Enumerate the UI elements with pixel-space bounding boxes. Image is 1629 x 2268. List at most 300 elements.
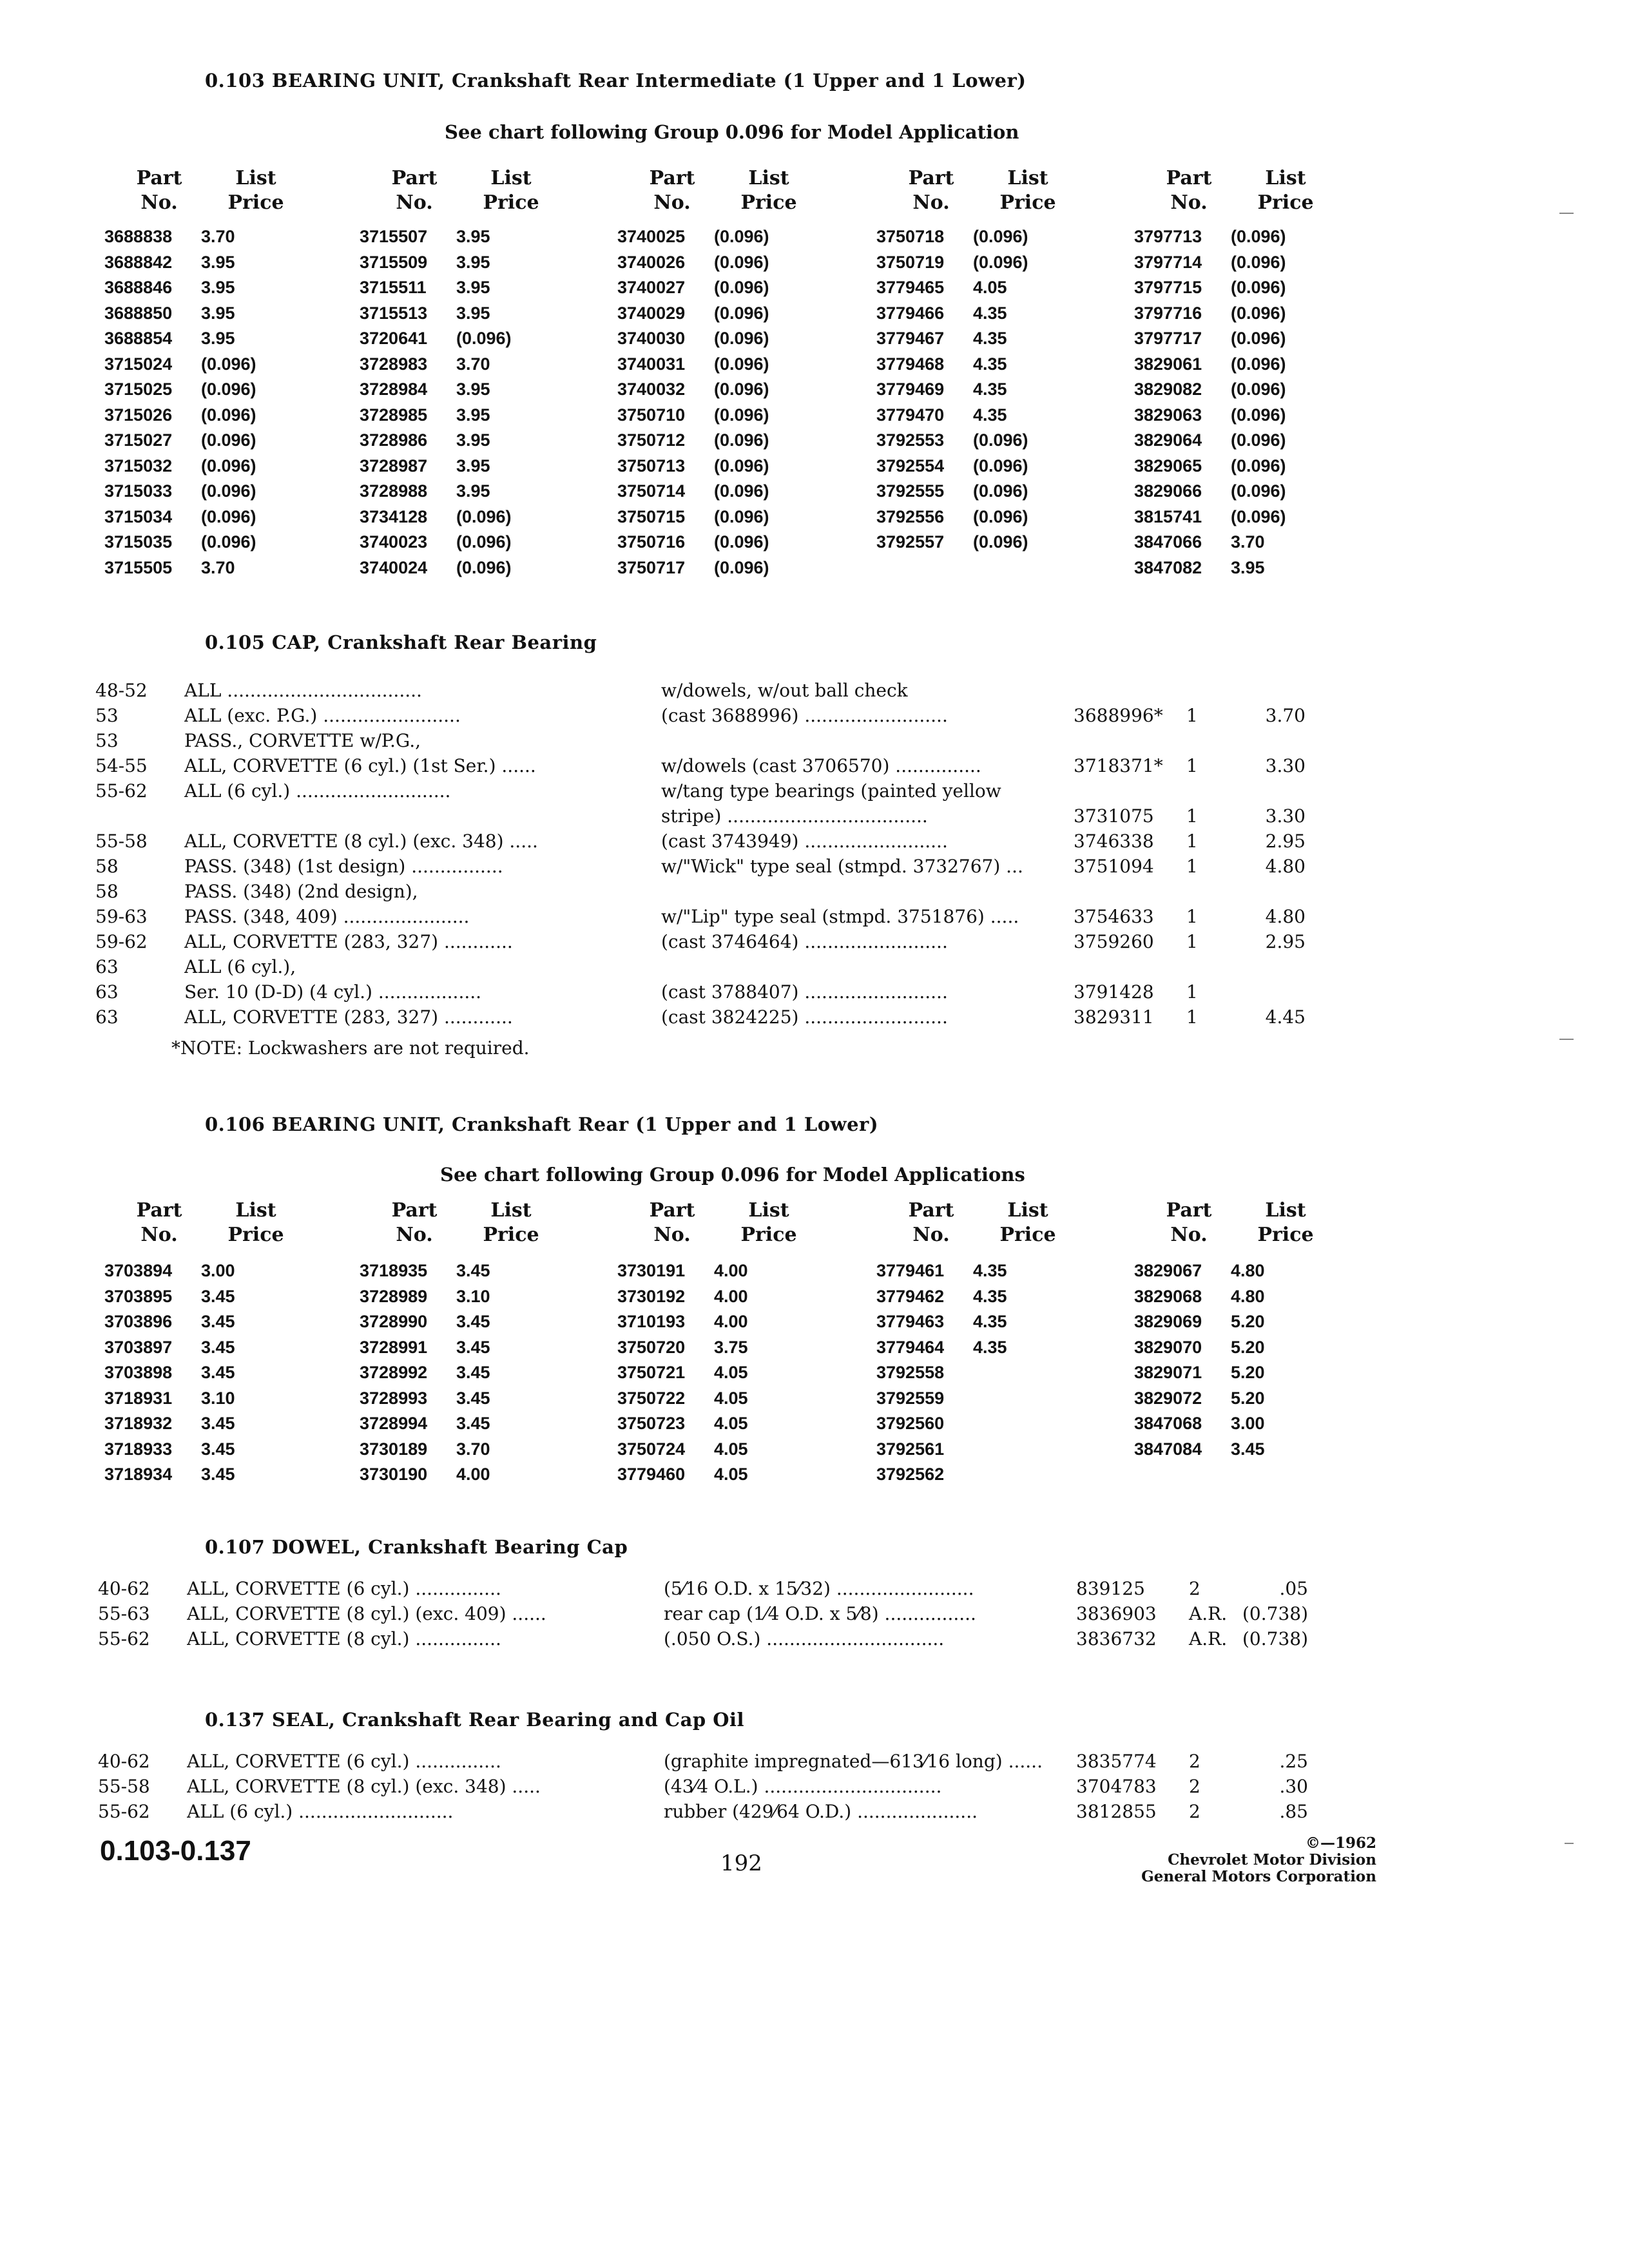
model-application: ALL, CORVETTE (8 cyl.) (exc. 409) ...... [187,1603,546,1624]
part-number: 3715025 [104,380,173,399]
list-price: 4.80 [1265,856,1306,877]
part-number: 3797717 [1134,329,1202,348]
part-number: 3688854 [104,329,173,348]
part-number: 3791428 [1074,981,1154,1003]
part-number: 3734128 [360,506,428,526]
part-number: 3779465 [876,278,945,297]
part-number: 3728984 [360,380,428,399]
list-price: 4.35 [973,1337,1007,1357]
section-107-title: 0.107 DOWEL, Crankshaft Bearing Cap [205,1536,628,1558]
table-row [876,479,1070,505]
part-number [1074,954,1186,979]
list-price: (0.096) [456,506,512,526]
part-number: 3750712 [617,430,686,450]
column-header [360,1198,553,1223]
table-row [1134,224,1327,250]
part-number: 3829061 [1134,354,1202,374]
section-103-title: 0.103 BEARING UNIT, Crankshaft Rear Intermediate (1 Upper and 1 Lower) [205,70,1027,91]
header-part: Part [1166,167,1212,189]
part-description [661,728,1074,753]
list-price: (0.096) [201,380,256,399]
list-price: 3.95 [201,278,235,297]
part-description: w/"Wick" type seal (stmpd. 3732767) ... [661,856,1023,877]
list-price: (0.096) [201,481,256,501]
column-header [1134,166,1327,191]
list-item [95,829,1306,854]
part-number: 3728986 [360,430,428,450]
list-price: 4.35 [973,1286,1007,1306]
list-price: (0.096) [714,532,769,552]
model-application: ALL (6 cyl.) ........................... [187,1801,454,1822]
list-price: (0.096) [1231,456,1286,476]
header-part: Part [908,1199,954,1222]
model-application: ALL (6 cyl.), [184,956,296,977]
part-description: (cast 3788407) ......................... [661,981,948,1003]
part-number: 3847068 [1134,1414,1202,1433]
table-row [876,1437,1070,1463]
part-number: 3829070 [1134,1337,1202,1357]
list-price: (0.096) [714,456,769,476]
part-number: 3797713 [1134,227,1202,246]
part-number: 3740026 [617,252,686,272]
list-price: 4.35 [973,405,1007,425]
model-application: ALL, CORVETTE (6 cyl.) (1st Ser.) ...... [184,755,536,776]
part-description: stripe) ................................... [661,805,928,827]
part-number: 3703896 [104,1312,173,1331]
table-row [876,250,1070,276]
list-price: 5.20 [1231,1388,1265,1408]
table-row [104,555,298,581]
model-years: 55-58 [98,1776,150,1797]
list-item [95,778,1306,803]
table-row [617,1258,811,1284]
list-price: 3.95 [456,456,490,476]
part-number: 3847082 [1134,557,1202,577]
table-row [104,224,298,250]
column-header [1134,1198,1327,1223]
table-row [360,530,553,555]
part-number: 3829066 [1134,481,1202,501]
model-years: 58 [95,881,119,902]
part-number: 3704783 [1076,1776,1157,1797]
model-application: ALL, CORVETTE (283, 327) ............ [184,931,513,952]
list-price: (0.096) [714,303,769,323]
model-years: 63 [95,1006,119,1028]
part-number: 3718933 [104,1439,173,1459]
part-number: 3759260 [1074,931,1154,952]
table-row [104,250,298,276]
model-application: PASS. (348, 409) ...................... [184,906,470,927]
table-row [104,505,298,530]
list-price: .85 [1279,1801,1308,1822]
list-price: 3.45 [201,1363,235,1382]
table-row [360,1462,553,1488]
list-price: 4.05 [714,1363,748,1382]
model-application: ALL, CORVETTE (8 cyl.) (exc. 348) ..... [184,831,538,852]
part-description: (43⁄4 O.L.) ............................... [664,1776,942,1797]
part-number: 3779464 [876,1337,945,1357]
part-number: 3718932 [104,1414,173,1433]
part-number: 3750715 [617,506,686,526]
table-row [617,1411,811,1437]
part-description: (cast 3688996) ......................... [661,705,948,726]
section-137-table [98,1749,1308,1824]
column-header [360,1223,553,1247]
header-no: No. [140,1224,178,1246]
list-item [98,1601,1308,1626]
column-header [876,166,1070,191]
part-number: 3730189 [360,1439,428,1459]
table-row [617,1386,811,1412]
part-number: 3728988 [360,481,428,501]
column-header [104,1198,298,1223]
part-description: w/dowels, w/out ball check [661,680,908,701]
header-no: No. [653,191,691,214]
list-price: (0.096) [714,252,769,272]
model-years: 55-62 [98,1801,150,1822]
header-part: Part [391,167,438,189]
table-row [617,301,811,327]
quantity: 1 [1186,805,1198,827]
margin-mark [1559,1039,1574,1040]
model-application: ALL .................................. [184,680,422,701]
list-item [95,954,1306,979]
part-number: 3792555 [876,481,945,501]
table-row [876,1360,1070,1386]
parts-column [617,166,811,581]
part-number: 3797714 [1134,252,1202,272]
quantity: 1 [1186,931,1198,952]
list-price [1235,778,1306,803]
table-row [876,301,1070,327]
part-number: 839125 [1076,1578,1145,1599]
table-row [104,1284,298,1310]
header-list: List [1265,167,1306,189]
list-item [98,1774,1308,1799]
list-price: 3.45 [201,1337,235,1357]
table-row [617,1284,811,1310]
part-description: w/dowels (cast 3706570) ............... [661,755,981,776]
column-header [876,1223,1070,1247]
table-row [360,275,553,301]
part-number: 3688996* [1074,705,1163,726]
part-number [1074,879,1186,904]
list-price: 3.45 [456,1337,490,1357]
parts-column [104,166,298,581]
part-number: 3829072 [1134,1388,1202,1408]
model-application: ALL (exc. P.G.) ........................ [184,705,461,726]
list-item [95,1004,1306,1030]
copyright: ©—1962 [1305,1834,1376,1852]
list-price [973,1386,1063,1412]
part-number: 3718931 [104,1388,173,1408]
list-item [98,1749,1308,1774]
header-list: List [748,167,789,189]
part-number: 3750721 [617,1363,686,1382]
part-number: 3703898 [104,1363,173,1382]
table-row [617,1462,811,1488]
quantity: 1 [1186,755,1198,776]
header-part: Part [649,167,695,189]
part-number: 3750718 [876,227,945,246]
quantity [1186,954,1235,979]
table-row [617,352,811,378]
part-number: 3829063 [1134,405,1202,425]
list-price: 3.45 [456,1388,490,1408]
header-no: No. [1170,1224,1208,1246]
part-number: 3750710 [617,405,686,425]
quantity: 1 [1186,906,1198,927]
parts-column [104,1198,298,1488]
table-row [104,352,298,378]
table-row [617,1335,811,1361]
part-number: 3710193 [617,1312,686,1331]
part-number: 3779466 [876,303,945,323]
table-row [876,1411,1070,1437]
part-number: 3792554 [876,456,945,476]
part-description: (cast 3743949) ......................... [661,831,948,852]
list-item [95,803,1306,829]
table-row [104,1462,298,1488]
part-number: 3715026 [104,405,173,425]
quantity: 1 [1186,856,1198,877]
list-price: 4.80 [1265,906,1306,927]
header-no: No. [396,1224,433,1246]
part-number: 3715511 [360,278,427,297]
part-number: 3779460 [617,1465,686,1484]
part-number: 3730192 [617,1286,686,1306]
list-price: (0.096) [714,227,769,246]
part-number: 3715024 [104,354,173,374]
part-number: 3728993 [360,1388,428,1408]
part-number: 3740023 [360,532,428,552]
part-description: rubber (429⁄64 O.D.) ..................... [664,1801,978,1822]
table-row [1134,479,1327,505]
quantity: A.R. [1189,1628,1228,1649]
list-price: 3.45 [201,1414,235,1433]
table-row [1134,1335,1327,1361]
list-price: (0.096) [456,532,512,552]
header-part: Part [908,167,954,189]
part-number: 3703895 [104,1286,173,1306]
section-105-note: *NOTE: Lockwashers are not required. [171,1037,530,1059]
part-number: 3751094 [1074,856,1154,877]
list-price: 5.20 [1231,1363,1265,1382]
list-price: 3.30 [1265,755,1306,776]
list-price: 3.95 [201,303,235,323]
header-price: Price [740,1224,797,1246]
list-price: 3.95 [456,430,490,450]
list-price: 3.45 [456,1363,490,1382]
table-row [617,224,811,250]
table-row [360,352,553,378]
column-header [1134,191,1327,215]
table-row [617,1309,811,1335]
table-row [876,326,1070,352]
table-row [1134,1309,1327,1335]
part-number: 3688842 [104,252,173,272]
part-number: 3740024 [360,557,428,577]
list-price: 3.70 [456,354,490,374]
page-number: 192 [720,1850,762,1876]
model-application: ALL, CORVETTE (6 cyl.) ............... [187,1578,501,1599]
model-years: 53 [95,705,119,726]
list-price: 3.45 [1231,1439,1265,1459]
section-106-title: 0.106 BEARING UNIT, Crankshaft Rear (1 Upper and 1 Lower) [205,1113,879,1135]
part-number: 3847066 [1134,532,1202,552]
table-row [1134,1437,1327,1463]
list-price: (0.096) [973,506,1028,526]
table-row [1134,530,1327,555]
table-row [1134,1386,1327,1412]
header-no: No. [912,191,950,214]
table-row [617,479,811,505]
part-number: 3779467 [876,329,945,348]
part-number: 3835774 [1076,1751,1157,1772]
model-application: ALL, CORVETTE (8 cyl.) (exc. 348) ..... [187,1776,541,1797]
table-row [617,1360,811,1386]
parts-column [876,1198,1070,1488]
list-price: .05 [1279,1578,1308,1599]
list-price: (0.096) [973,252,1028,272]
column-header [104,1223,298,1247]
list-price [1235,728,1306,753]
list-price: 3.45 [201,1439,235,1459]
table-row [360,505,553,530]
table-row [1134,1411,1327,1437]
part-number: 3740025 [617,227,686,246]
table-row [104,454,298,479]
parts-column [876,166,1070,555]
header-part: Part [136,167,182,189]
table-row [617,275,811,301]
part-number: 3779470 [876,405,945,425]
part-number: 3836903 [1076,1603,1157,1624]
model-application: ALL, CORVETTE (8 cyl.) ............... [187,1628,501,1649]
table-row [617,505,811,530]
list-price: (0.096) [1231,481,1286,501]
model-years: 59-62 [95,931,148,952]
table-row [617,555,811,581]
table-row [1134,1284,1327,1310]
part-number: 3740031 [617,354,686,374]
list-price: (0.096) [714,506,769,526]
table-row [360,1411,553,1437]
list-price: (0.096) [714,354,769,374]
list-price: 4.05 [714,1388,748,1408]
part-number: 3740027 [617,278,686,297]
section-103-subtitle: See chart following Group 0.096 for Model Application [445,121,1019,143]
part-number: 3829071 [1134,1363,1202,1382]
list-price: 3.95 [456,481,490,501]
part-number: 3688850 [104,303,173,323]
table-row [360,1437,553,1463]
part-number: 3750723 [617,1414,686,1433]
part-number: 3750719 [876,252,945,272]
section-106-subtitle: See chart following Group 0.096 for Model Applications [440,1164,1025,1186]
part-number: 3792562 [876,1465,945,1484]
table-row [876,352,1070,378]
list-price: (0.096) [714,380,769,399]
quantity: 1 [1186,1006,1198,1028]
list-price: .30 [1279,1776,1308,1797]
list-price: 4.00 [456,1465,490,1484]
list-price: 3.45 [201,1465,235,1484]
list-price: 4.35 [973,329,1007,348]
publisher-block [1141,1835,1376,1885]
part-number: 3730191 [617,1261,686,1280]
list-price: 3.75 [714,1337,748,1357]
table-row [104,428,298,454]
list-price: (0.096) [1231,252,1286,272]
column-header [617,1198,811,1223]
part-number: 3718934 [104,1465,173,1484]
quantity: 2 [1189,1801,1200,1822]
table-row [617,530,811,555]
section-137-title: 0.137 SEAL, Crankshaft Rear Bearing and Cap Oil [205,1709,745,1731]
table-row [104,479,298,505]
part-number: 3718371* [1074,755,1163,776]
list-price [973,1360,1063,1386]
list-price: 3.45 [456,1312,490,1331]
part-number [1074,778,1186,803]
section-107-table [98,1576,1308,1651]
header-price: Price [483,1224,539,1246]
list-item [95,929,1306,954]
part-number: 3792557 [876,532,945,552]
list-price: (0.096) [714,430,769,450]
list-price: 3.00 [201,1261,235,1280]
list-price [1235,678,1306,703]
list-price: 4.45 [1265,1006,1306,1028]
list-price: (0.096) [201,354,256,374]
list-price: 4.05 [714,1439,748,1459]
part-number: 3728983 [360,354,428,374]
table-row [104,1335,298,1361]
parts-column [617,1198,811,1488]
part-description [661,954,1074,979]
part-number: 3750720 [617,1337,686,1357]
part-number: 3728992 [360,1363,428,1382]
list-price: 4.00 [714,1312,748,1331]
list-price: (0.096) [456,329,512,348]
table-row [876,428,1070,454]
list-price: (0.738) [1242,1603,1308,1624]
margin-mark [1565,1843,1574,1844]
list-price: 3.95 [456,252,490,272]
quantity: 2 [1189,1751,1200,1772]
table-row [360,1335,553,1361]
part-number: 3720641 [360,329,428,348]
part-number: 3703897 [104,1337,173,1357]
part-number: 3715032 [104,456,173,476]
part-number: 3779462 [876,1286,945,1306]
column-header [104,191,298,215]
model-years: 40-62 [98,1751,150,1772]
model-years: 55-58 [95,831,148,852]
part-number: 3715505 [104,557,173,577]
quantity: 1 [1186,831,1198,852]
list-price: 3.45 [201,1312,235,1331]
table-row [104,1309,298,1335]
list-price [973,1437,1063,1463]
part-description: (5⁄16 O.D. x 15⁄32) ........................ [664,1578,974,1599]
part-number: 3779469 [876,380,945,399]
list-price: 3.45 [456,1261,490,1280]
corporation-name: General Motors Corporation [1141,1868,1376,1885]
table-row [617,1437,811,1463]
model-years: 55-62 [95,780,148,802]
